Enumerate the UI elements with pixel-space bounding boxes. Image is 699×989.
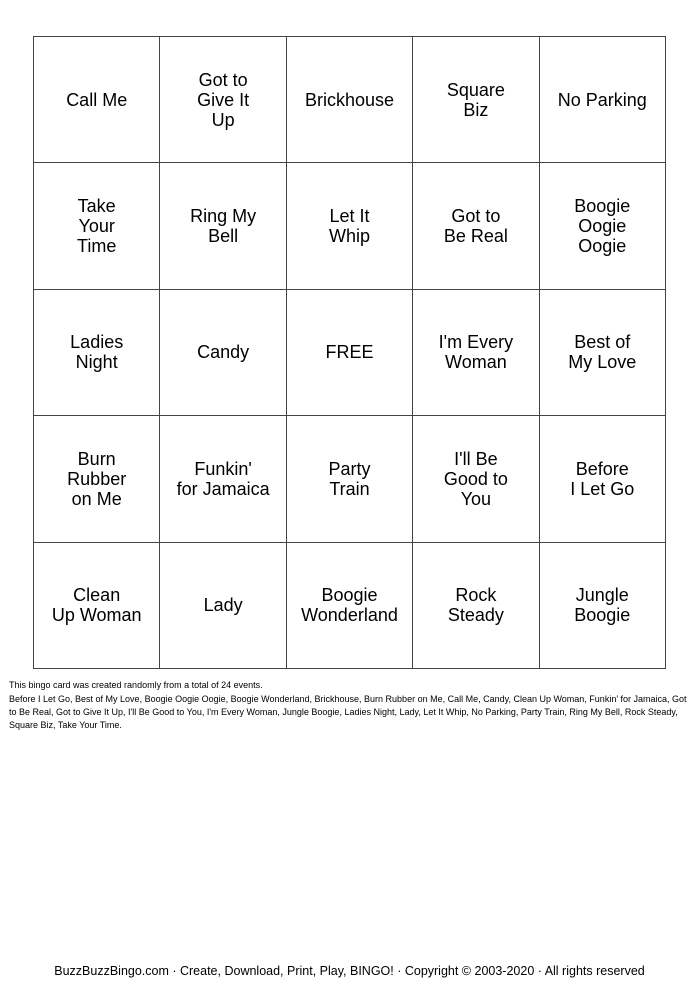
bingo-cell [540, 416, 666, 542]
bingo-cell-label: Before I Let Go [570, 458, 635, 499]
bingo-cell [413, 163, 539, 289]
bingo-cell [34, 290, 160, 416]
bingo-cell-label: Boogie Wonderland [301, 585, 398, 626]
bingo-cell [34, 163, 160, 289]
bingo-cell-label: Ring My Bell [190, 206, 257, 247]
bingo-cell-label: I'll Be Good to You [443, 448, 508, 509]
bingo-cell-label: Funkin' for Jamaica [176, 458, 270, 499]
bingo-cell-label: Got to Be Real [443, 206, 508, 247]
bingo-cell-label: Got to Give It Up [197, 69, 250, 130]
bingo-cell [34, 37, 160, 163]
bingo-cell [413, 416, 539, 542]
card-notes [9, 679, 690, 733]
bingo-cell-label: Clean Up Woman [51, 585, 142, 626]
bingo-cell-label: Take Your Time [77, 196, 117, 257]
bingo-cell-label: Jungle Boogie [574, 585, 631, 626]
bingo-cell-label: No Parking [557, 89, 647, 110]
bingo-cell-label: Call Me [66, 89, 128, 110]
bingo-cell-label: I'm Every Woman [438, 332, 514, 373]
bingo-cell [413, 543, 539, 669]
bingo-cell [287, 543, 413, 669]
bingo-cell-free [287, 290, 413, 416]
bingo-cell-label: Brickhouse [304, 89, 395, 110]
page-footer: BuzzBuzzBingo.com · Create, Download, Print, Play, BINGO! · Copyright © 2003-2020 · All rights reserved [54, 964, 645, 978]
bingo-cell [34, 416, 160, 542]
bingo-cell [160, 543, 286, 669]
bingo-cell [540, 37, 666, 163]
bingo-card-grid [33, 36, 666, 669]
bingo-cell [34, 543, 160, 669]
bingo-cell-label: Let It Whip [328, 206, 370, 247]
bingo-cell [540, 290, 666, 416]
bingo-cell-label: Boogie Oogie Oogie [574, 196, 631, 257]
bingo-cell [413, 37, 539, 163]
bingo-cell [540, 163, 666, 289]
bingo-cell [287, 416, 413, 542]
bingo-cell-label: Ladies Night [70, 332, 124, 373]
bingo-cell [160, 163, 286, 289]
bingo-cell-label: Burn Rubber on Me [67, 448, 127, 509]
bingo-cell [160, 290, 286, 416]
event-list-note: Before I Let Go, Best of My Love, Boogie Oogie Oogie, Boogie Wonderland, Brickhouse, Burn Rubber on Me, Call Me, Candy, Clean Up Woman, Funkin' for Jamaica, Got to Be Real, Got to Give It Up, I'll Be Good to You, I'm Every Woman, Jungle Boogie, Ladies Night, Lady, Let It Whip, No Parking, Party Train, Ring My Bell, Rock Steady, Square Biz, Take Your Time. [9, 694, 687, 730]
bingo-cell-label: Rock Steady [447, 585, 504, 626]
bingo-cell [287, 37, 413, 163]
bingo-cell-label: FREE [325, 342, 374, 363]
bingo-cell [540, 543, 666, 669]
bingo-cell [160, 37, 286, 163]
bingo-cell-label: Lady [203, 595, 243, 616]
bingo-cell-label: Candy [197, 342, 250, 363]
bingo-cell-label: Best of My Love [568, 332, 637, 373]
bingo-cell-label: Party Train [328, 458, 371, 499]
bingo-cell-label: Square Biz [446, 79, 505, 120]
card-summary-note: This bingo card was created randomly from a total of 24 events. [9, 680, 263, 690]
bingo-cell [160, 416, 286, 542]
bingo-cell [413, 290, 539, 416]
bingo-cell [287, 163, 413, 289]
